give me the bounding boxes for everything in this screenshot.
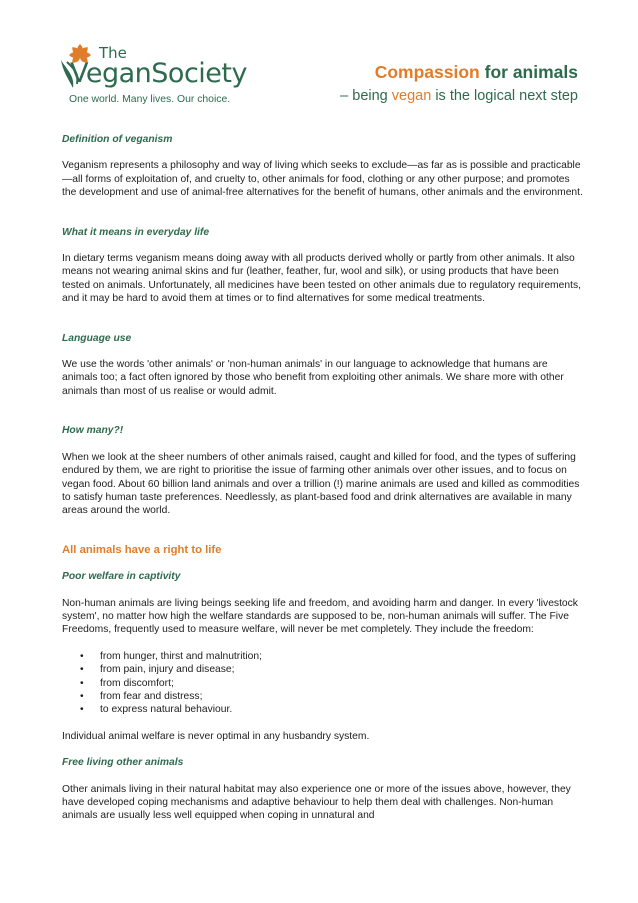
- logo-name-text: VeganSociety: [70, 58, 247, 89]
- bullet: •: [80, 677, 84, 689]
- bullet: •: [80, 704, 84, 716]
- section-body-freeliving: Other animals living in their natural habitat may also experience one or more of the issues above, however, they have developed coping mechanisms and adaptive behaviour to help them deal with challenges. Non-human animals are usually less well equipped when coping in unnatural and: [62, 783, 571, 822]
- bullet: •: [80, 664, 84, 676]
- section-body-language: We use the words 'other animals' or 'non-human animals' in our language to acknowledge that humans are animals too; a fact often ignored by those who benefit from exploiting other animals. We share more with other animals than most of us realise or would admit.: [62, 359, 564, 397]
- list-item: [80, 703, 584, 716]
- section-heading-howmany: How many?!: [62, 425, 124, 437]
- section-heading-everyday: What it means in everyday life: [62, 226, 210, 238]
- list-item: [80, 690, 584, 703]
- list-item-text: from pain, injury and disease;: [100, 664, 235, 676]
- section-heading-definition: Definition of veganism: [62, 134, 173, 145]
- list-item-text: to express natural behaviour.: [100, 704, 233, 716]
- page-title: [375, 62, 578, 83]
- title-part-2: for animals: [479, 62, 578, 82]
- section-heading-language: Language use: [62, 332, 132, 344]
- title-part-1: Compassion: [374, 62, 480, 82]
- freedoms-list: [62, 650, 584, 717]
- list-item-text: from hunger, thirst and malnutrition;: [100, 650, 262, 662]
- section-body-everyday: In dietary terms veganism means doing away with all products derived wholly or partly from other animals. It also means not wearing animal skins and fur (leather, feather, fur, wool and silk), or using products that have been tested on animals. Unfortunately, all medicines have been tested on other animals due to regulatory requirements, and it may be hard to avoid them at times or to find alternatives for some medical treatments.: [62, 253, 581, 305]
- vegan-society-logo: [55, 40, 255, 110]
- section-body-howmany: When we look at the sheer numbers of other animals raised, caught and killed for food, and the types of suffering endured by them, we are right to prioritise the issue of farming other animals over other issues, and to focus on vegan food. About 60 billion land animals and over a trillion (!) marine animals are used and killed as commodities to satisfy human taste preferences. Needlessly, as plant-based food and drink alternatives are available in many areas around the world.: [62, 451, 580, 517]
- page-subtitle: [340, 88, 578, 104]
- section-heading-rights: All animals have a right to life: [62, 543, 222, 556]
- subtitle-part-1: – being: [340, 88, 392, 104]
- subtitle-part-2: vegan: [391, 88, 432, 104]
- logo-tagline: One world. Many lives. Our choice.: [69, 94, 231, 105]
- list-item-text: from fear and distress;: [100, 690, 203, 702]
- logo-the-text: The: [99, 44, 127, 62]
- bullet: •: [80, 690, 84, 702]
- section-heading-freeliving: Free living other animals: [62, 757, 184, 769]
- section-after-welfare: Individual animal welfare is never optimal in any husbandry system.: [62, 730, 370, 742]
- list-item: [80, 663, 584, 676]
- subtitle-part-3: is the logical next step: [431, 88, 578, 104]
- section-body-welfare: Non-human animals are living beings seeking life and freedom, and avoiding harm and danger. In every 'livestock system', no matter how high the welfare standards are supposed to be, non-human animals will suffer. The Five Freedoms, frequently used to measure welfare, will never be met completely. They include the freedom:: [62, 597, 578, 636]
- bullet: •: [80, 650, 84, 662]
- section-heading-welfare: Poor welfare in captivity: [62, 571, 181, 583]
- list-item: [80, 650, 584, 663]
- document-body: [62, 133, 584, 836]
- list-item: [80, 677, 584, 690]
- section-body-definition: Veganism represents a philosophy and way of living which seeks to exclude—as far as is possible and practicable—all forms of exploitation of, and cruelty to, other animals for food, clothing or any other purpose; and promotes the development and use of animal-free alternatives for the benefit of humans, other animals and the environment.: [62, 160, 583, 199]
- list-item-text: from discomfort;: [100, 677, 174, 689]
